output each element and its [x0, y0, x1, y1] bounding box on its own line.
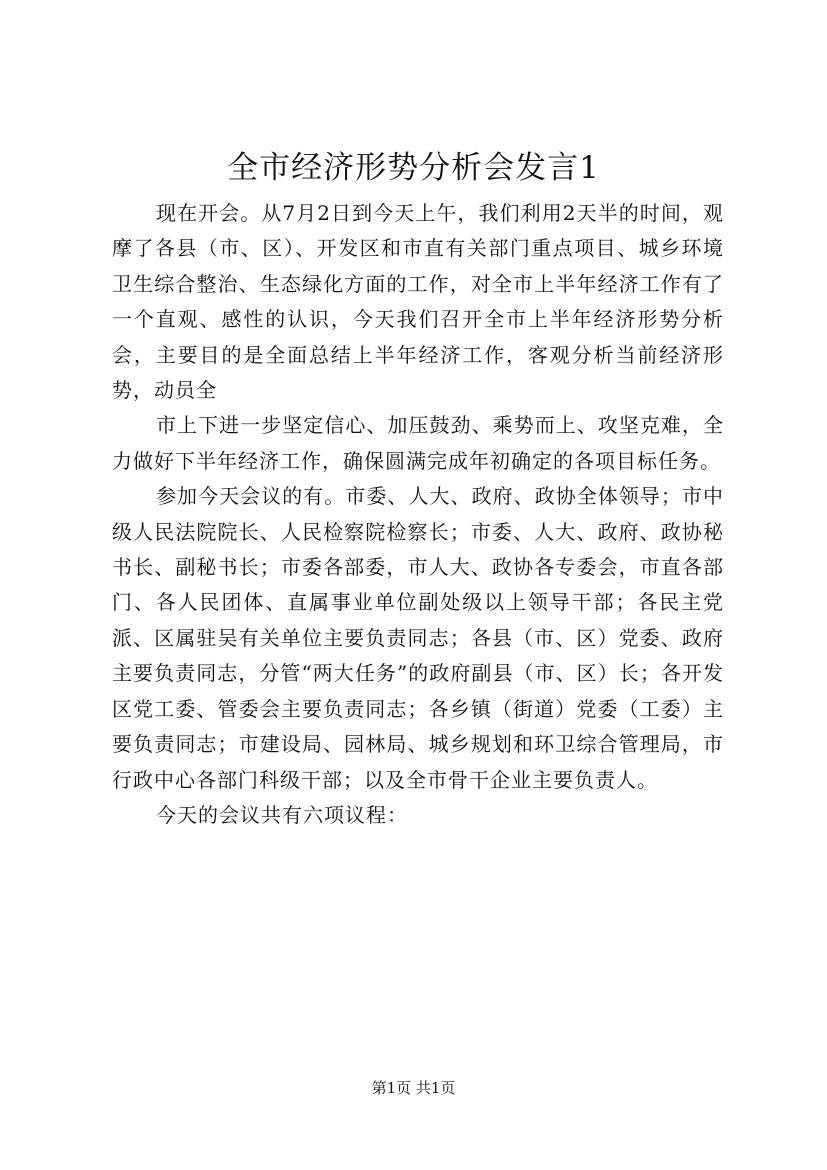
paragraph-attendees: 参加今天会议的有。市委、人大、政府、政协全体领导；市中级人民法院院长、人民检察院检察长；市委、人大、政府、政协秘书长、副秘书长；市委各部委，市人大、政协各专委会，市直各部门、各人民团体、直属事业单位副处级以上领导干部；各民主党派、区属驻吴有关单位主要负责同志；各县（市、区）党委、政府主要负责同志，分管“两大任务”的政府副县（市、区）长；各开发区党工委、管委会主要负责同志；各乡镇（街道）党委（工委）主要负责同志；市建设局、园林局、城乡规划和环卫综合管理局，市行政中心各部门科级干部；以及全市骨干企业主要负责人。 [112, 484, 724, 792]
document-body [112, 196, 724, 833]
paragraph-mobilization: 市上下进一步坚定信心、加压鼓劲、乘势而上、攻坚克难，全力做好下半年经济工作，确保圆满完成年初确定的各项目标任务。 [112, 413, 724, 473]
paragraph-opening: 现在开会。从7月2日到今天上午，我们利用2天半的时间，观摩了各县（市、区）、开发区和市直有关部门重点项目、城乡环境卫生综合整治、生态绿化方面的工作，对全市上半年经济工作有了一个直观、感性的认识，今天我们召开全市上半年经济形势分析会，主要目的是全面总结上半年经济工作，客观分析当前经济形势，动员全 [112, 201, 724, 403]
document-title: 全市经济形势分析会发言1 [227, 150, 600, 186]
page-number-label: 第1页 共1页 [371, 1079, 456, 1097]
page-footer [0, 1078, 827, 1098]
paragraph-agenda-intro: 今天的会议共有六项议程： [156, 802, 408, 827]
